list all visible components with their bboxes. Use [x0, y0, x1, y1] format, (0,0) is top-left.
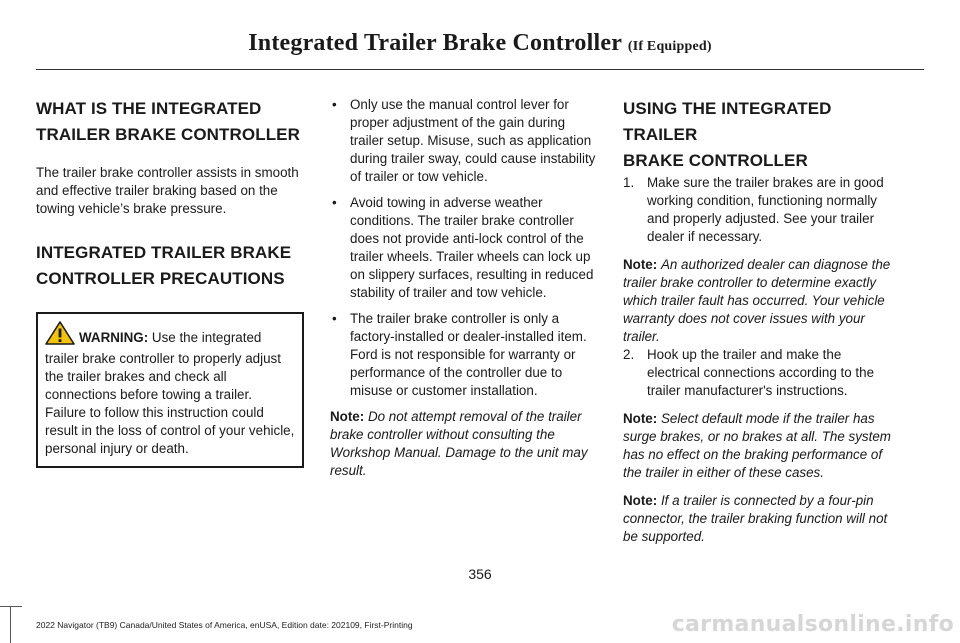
crop-mark — [0, 606, 22, 607]
column-right — [623, 96, 895, 546]
note-text: Select default mode if the trailer has surge brakes, or no brakes at all. The system has no effect on the braking performance of the trailer in either of these cases. — [623, 411, 891, 480]
note-label: Note: — [623, 493, 658, 508]
list-item — [623, 346, 895, 400]
step-number: 2. — [623, 347, 635, 362]
note-four-pin — [623, 492, 895, 546]
intro-paragraph: The trailer brake controller assists in smooth and effective trailer braking based on the towing vehicle’s brake pressure. — [36, 165, 299, 216]
watermark: carmanualsonline.info — [671, 612, 954, 637]
page-title — [0, 30, 960, 57]
footer-edition-text: 2022 Navigator (TB9) Canada/United States of America, enUSA, Edition date: 202109, First-Printing — [36, 620, 413, 630]
page-title-subtitle: (If Equipped) — [627, 39, 712, 54]
note-default-mode — [623, 410, 895, 482]
list-item: • Avoid towing in adverse weather conditions. The trailer brake controller does not provide anti-lock control of the trailer wheels. Trailer wheels can lock up on slippery surfaces, resulting in reduced stability of trailer and tow vehicle. — [330, 194, 600, 302]
heading-line: INTEGRATED TRAILER BRAKE — [36, 243, 292, 262]
section-heading-what-is — [36, 96, 304, 148]
step-text: Make sure the trailer brakes are in good working condition, functioning normally and properly adjusted. See your trailer dealer if necessary. — [647, 175, 884, 244]
heading-line: TRAILER BRAKE CONTROLLER — [36, 125, 300, 144]
steps-list-2 — [623, 346, 895, 400]
precautions-list — [330, 96, 600, 400]
note-text: An authorized dealer can diagnose the trailer brake controller to determine exactly which trailer fault has occurred. Your vehicle warranty does not cover issues with your trailer. — [623, 257, 891, 344]
note-removal — [330, 408, 600, 480]
note-text: Do not attempt removal of the trailer brake controller without consulting the Workshop Manual. Damage to the unit may result. — [330, 409, 588, 478]
list-item: • Only use the manual control lever for proper adjustment of the gain during trailer setup. Misuse, such as application during trailer sway, could cause instability of trailer or tow vehicle. — [330, 96, 600, 186]
note-label: Note: — [623, 257, 658, 272]
page-number: 356 — [468, 566, 492, 582]
note-text: If a trailer is connected by a four-pin connector, the trailer braking function will not be supported. — [623, 493, 888, 544]
heading-line: BRAKE CONTROLLER — [623, 151, 808, 170]
step-text: Hook up the trailer and make the electrical connections according to the trailer manufacturer's instructions. — [647, 347, 875, 398]
warning-box — [36, 312, 304, 468]
warning-text: Use the integrated trailer brake controller to properly adjust the trailer brakes and check all connections before towing a trailer. Failure to follow this instruction could result in the loss of control of your vehicle, personal injury or death. — [45, 330, 295, 456]
heading-line: WHAT IS THE INTEGRATED — [36, 99, 262, 118]
step-number: 1. — [623, 175, 635, 190]
section-heading-using — [623, 96, 895, 174]
warning-label: WARNING: — [79, 330, 149, 345]
heading-line: USING THE INTEGRATED TRAILER — [623, 99, 832, 144]
header-divider — [36, 69, 924, 70]
note-label: Note: — [330, 409, 365, 424]
note-label: Note: — [623, 411, 658, 426]
section-heading-precautions — [36, 240, 304, 292]
list-item: • The trailer brake controller is only a factory-installed or dealer-installed item. Ford is not responsible for warranty or performance of the controller due to misuse or customer installation. — [330, 310, 600, 400]
warning-triangle-icon — [45, 321, 75, 350]
list-item — [623, 174, 895, 246]
note-diagnose — [623, 256, 895, 346]
crop-mark — [10, 606, 11, 643]
column-left — [36, 96, 304, 468]
page-title-main: Integrated Trailer Brake Controller — [248, 30, 622, 56]
steps-list-1 — [623, 174, 895, 246]
column-middle — [330, 96, 600, 480]
heading-line: CONTROLLER PRECAUTIONS — [36, 269, 285, 288]
